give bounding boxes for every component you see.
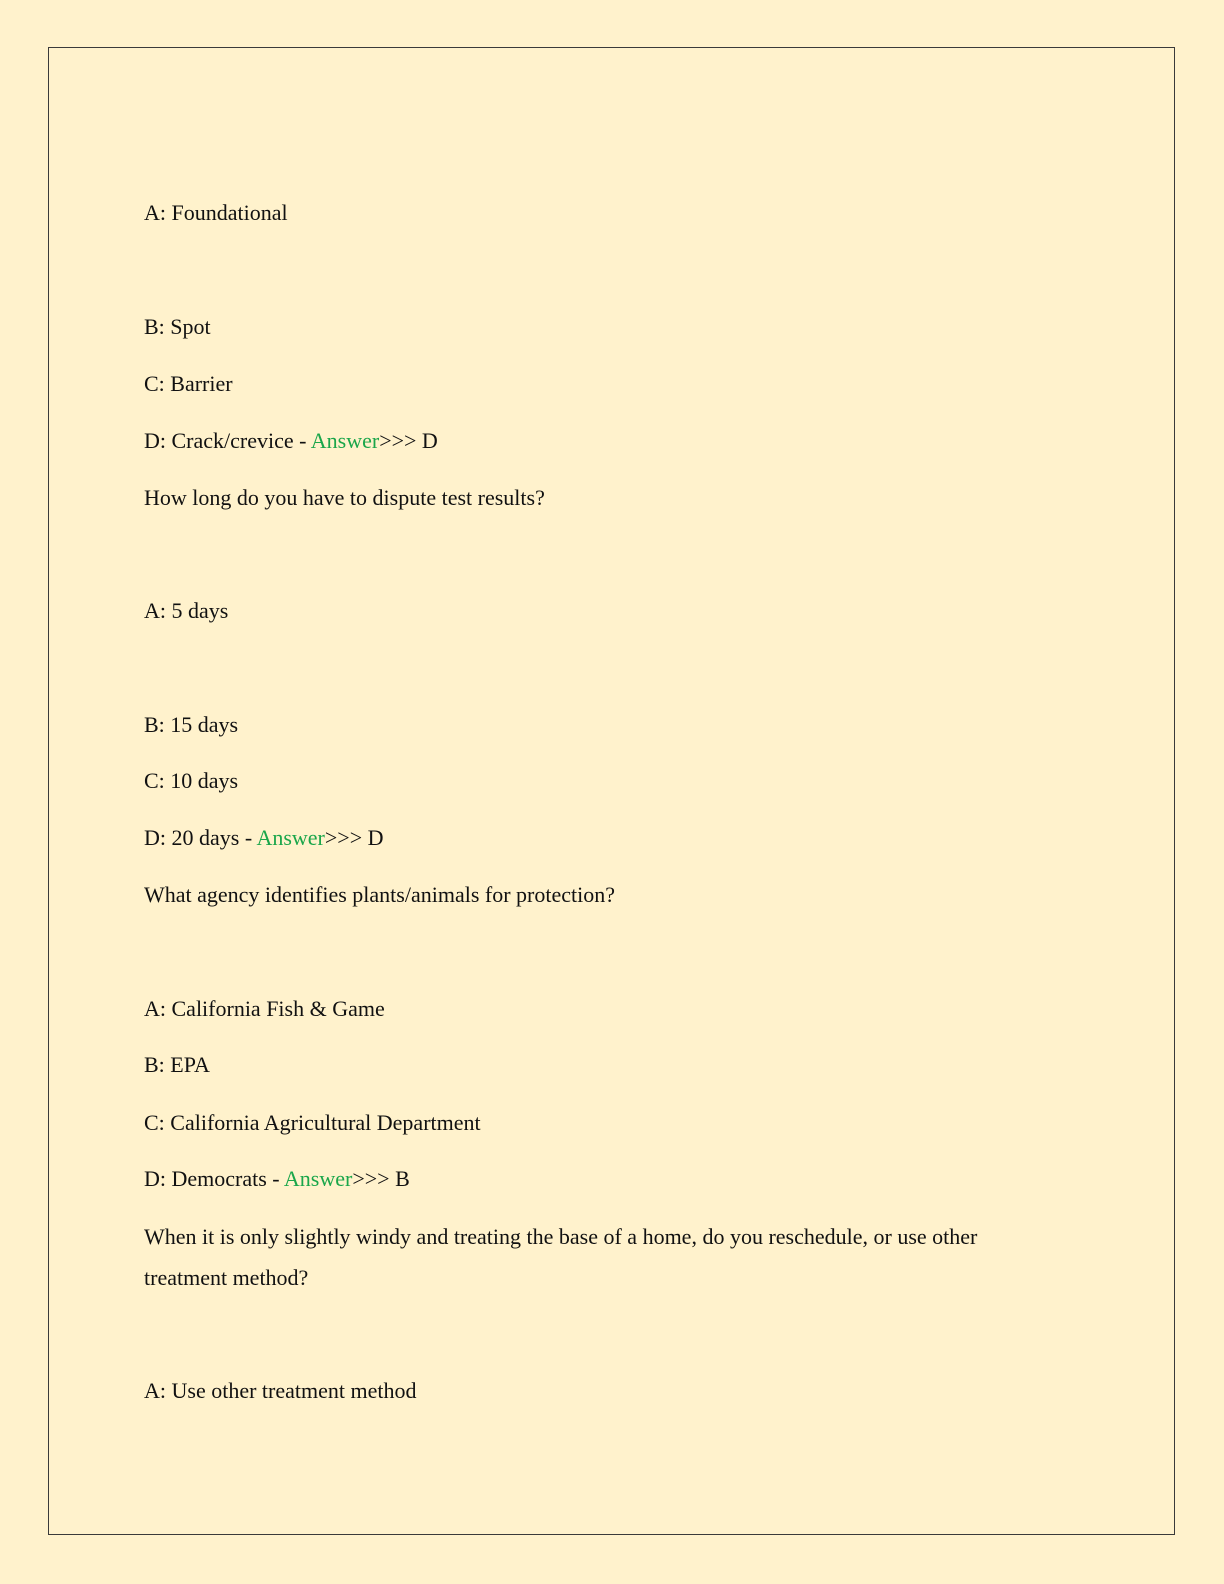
- answer-label: Answer: [310, 428, 380, 453]
- question-text: What agency identifies plants/animals for protection?: [144, 882, 616, 907]
- answer-line: [144, 427, 438, 455]
- answer-suffix: >>> D: [379, 428, 438, 453]
- answer-line: [144, 1165, 410, 1193]
- answer-line: [144, 824, 384, 852]
- option-text: C: Barrier: [144, 371, 233, 396]
- answer-prefix: D: Democrats -: [144, 1166, 284, 1191]
- answer-prefix: D: Crack/crevice -: [144, 428, 311, 453]
- option-text: A: Use other treatment method: [144, 1378, 417, 1403]
- answer-prefix: D: 20 days -: [144, 825, 257, 850]
- question-text: How long do you have to dispute test results?: [144, 485, 545, 510]
- option-text: A: 5 days: [144, 598, 229, 623]
- option-text: C: 10 days: [144, 768, 239, 793]
- option-text: A: Foundational: [144, 200, 288, 225]
- option-text: C: California Agricultural Department: [144, 1110, 481, 1135]
- option-text: B: EPA: [144, 1052, 210, 1077]
- answer-suffix: >>> B: [352, 1166, 410, 1191]
- option-text: B: 15 days: [144, 712, 239, 737]
- option-text: B: Spot: [144, 314, 211, 339]
- answer-suffix: >>> D: [324, 825, 384, 850]
- answer-label: Answer: [283, 1166, 353, 1191]
- answer-label: Answer: [256, 825, 325, 850]
- option-text: A: California Fish & Game: [144, 996, 385, 1021]
- question-text: When it is only slightly windy and treating the base of a home, do you reschedule, or use other treatment method?: [144, 1224, 978, 1290]
